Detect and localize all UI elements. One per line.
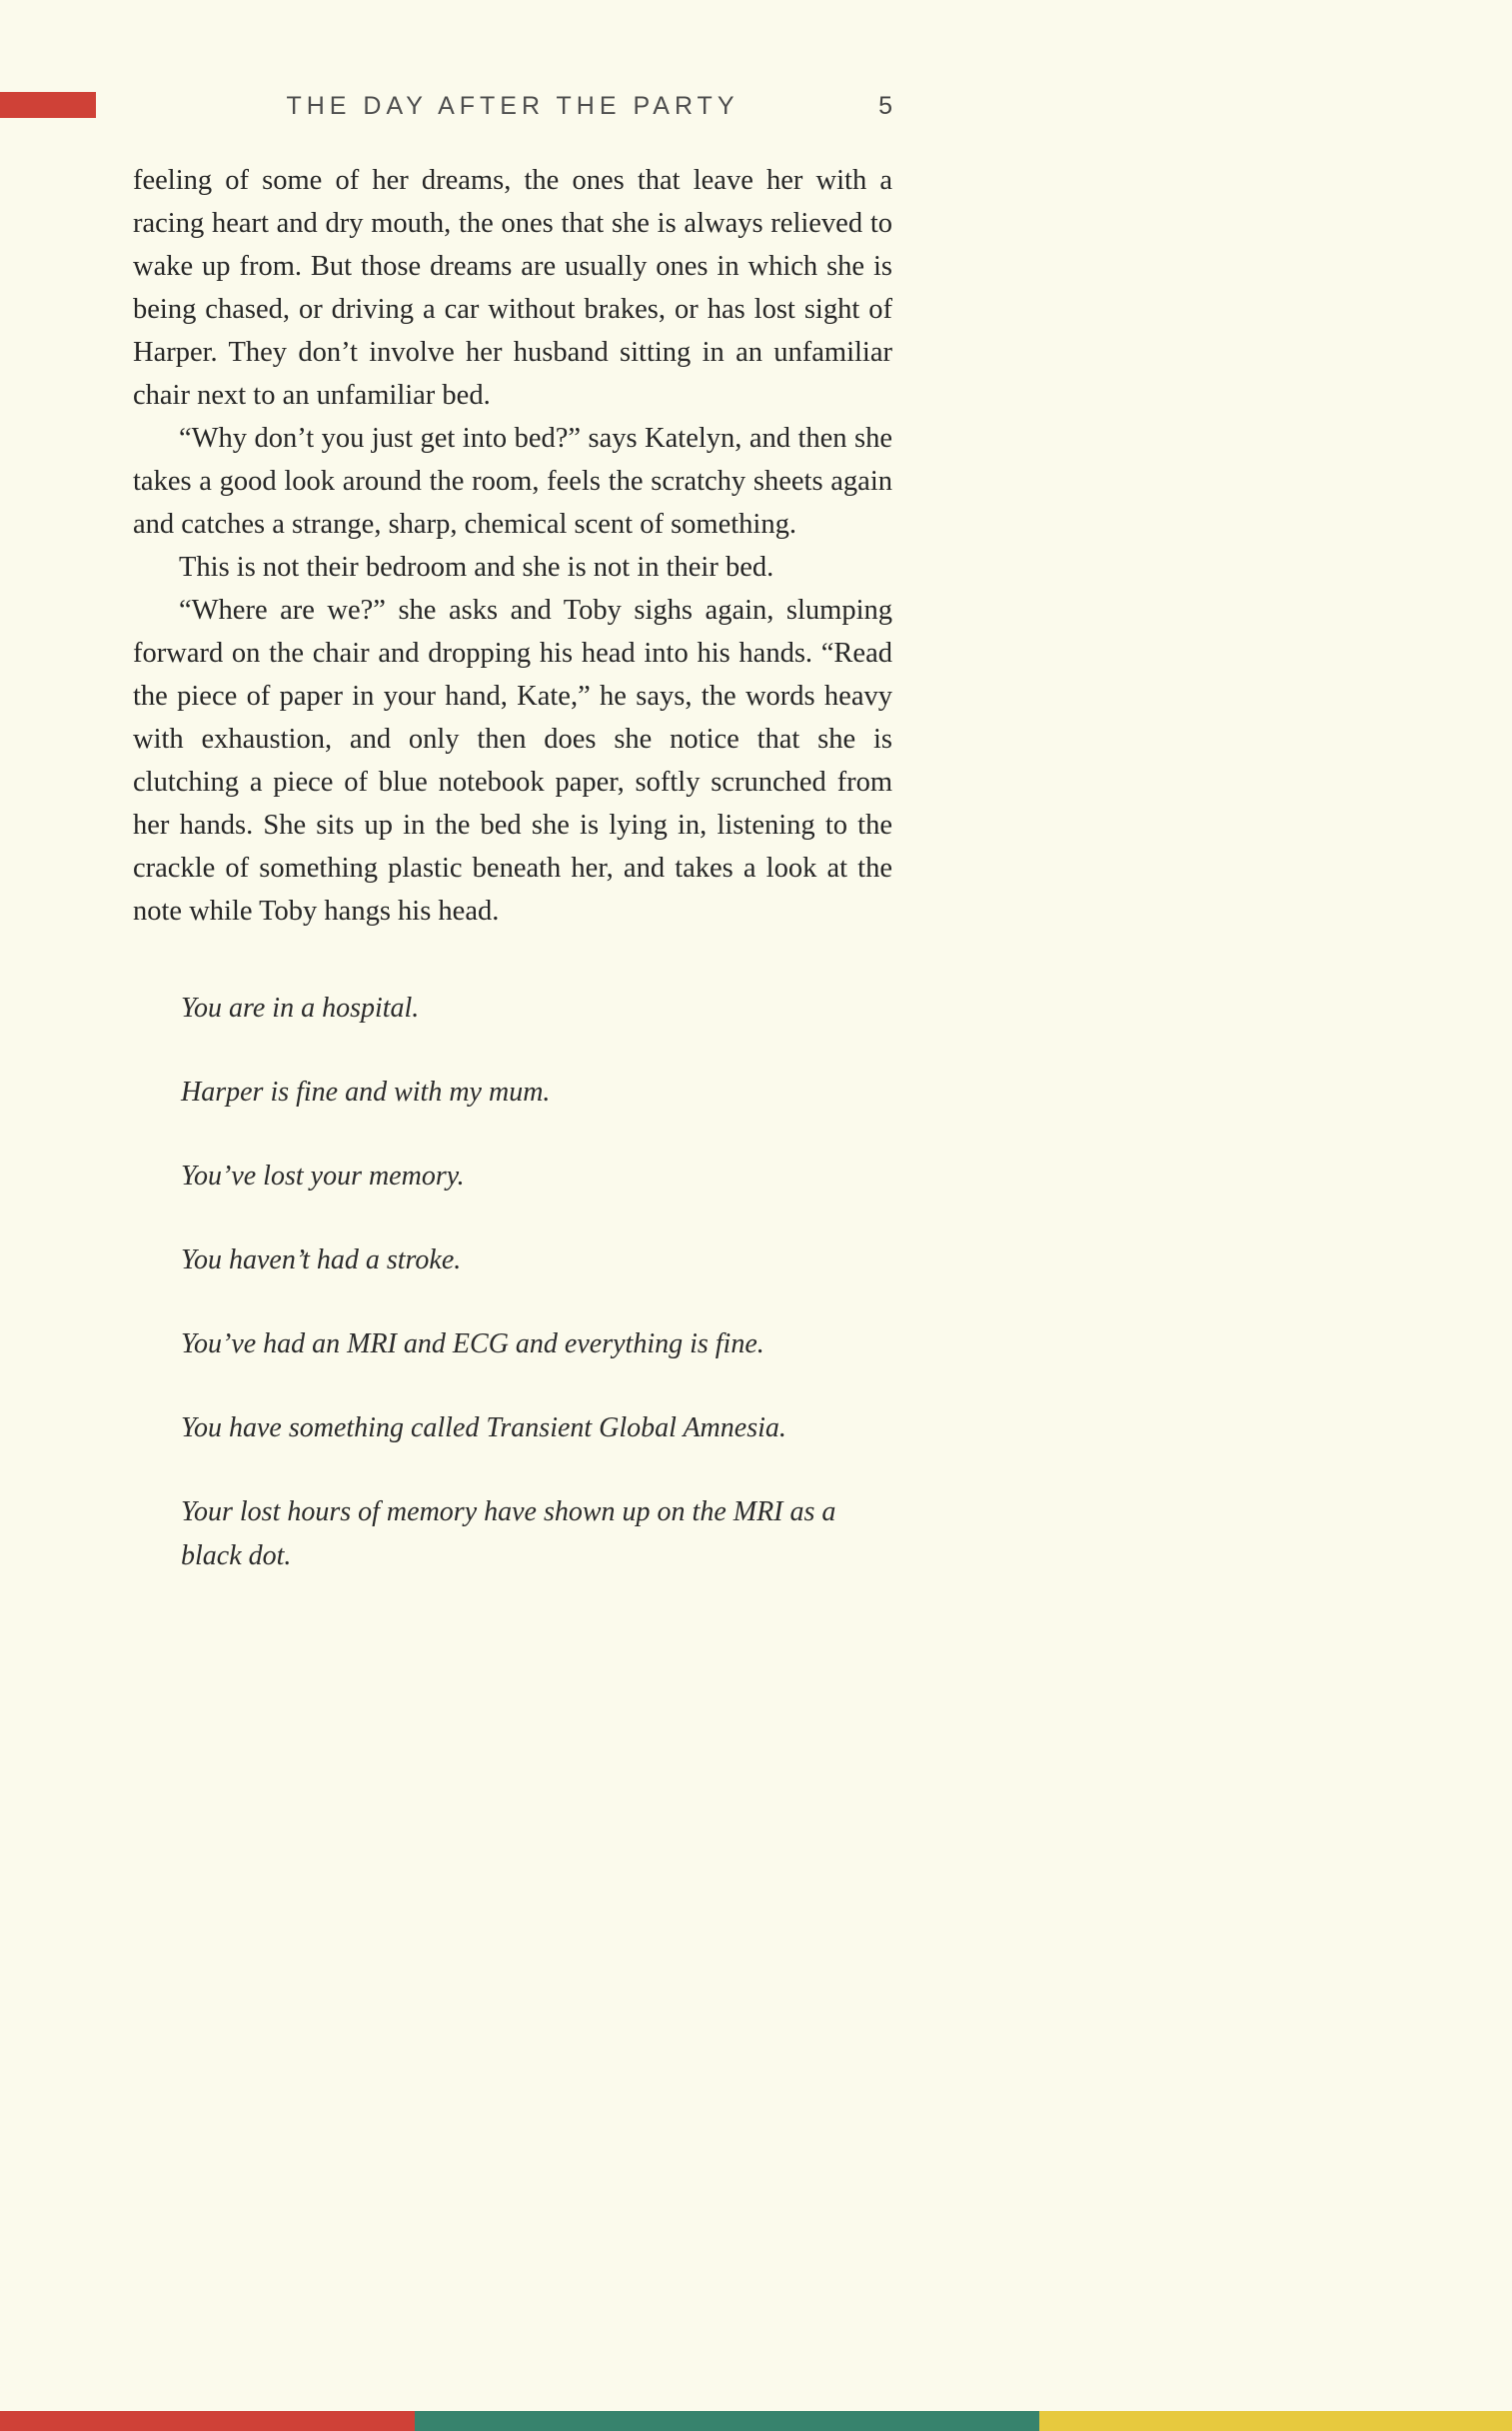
note-line: You haven’t had a stroke. [181, 1244, 462, 1275]
bottom-edge-yellow [1039, 2411, 1512, 2431]
note-line: You’ve had an MRI and ECG and everything is fine. [181, 1328, 764, 1359]
bottom-edge-teal [415, 2411, 1039, 2431]
paragraph: This is not their bedroom and she is not in their bed. [179, 552, 774, 583]
bottom-edge-red [0, 2411, 415, 2431]
running-header-title: THE DAY AFTER THE PARTY [286, 92, 740, 120]
top-left-red-edge [0, 92, 96, 118]
paragraph: “Why don’t you just get into bed?” says Katelyn, and then she takes a good look around the room, feels the scratchy sheets again and catches a strange, sharp, chemical scent of something. [133, 423, 892, 540]
note-block [181, 987, 880, 1578]
note-line: You are in a hospital. [181, 993, 420, 1024]
paragraph: “Where are we?” she asks and Toby sighs again, slumping forward on the chair and dropping his head into his hands. “Read the piece of paper in your hand, Kate,” he says, the words heavy with exhaustion, and only then does she notice that she is clutching a piece of blue notebook paper, softly scrunched from her hands. She sits up in the bed she is lying in, listening to the crackle of something plastic beneath her, and takes a look at the note while Toby hangs his head. [133, 595, 892, 927]
note-line: Harper is fine and with my mum. [181, 1077, 551, 1108]
page-number: 5 [878, 92, 892, 120]
bottom-edge-stripes [0, 2411, 1512, 2431]
book-page [0, 92, 1512, 1578]
page-body [133, 159, 892, 933]
note-line: You have something called Transient Global Amnesia. [181, 1412, 786, 1443]
note-line: Your lost hours of memory have shown up on the MRI as a black dot. [181, 1496, 836, 1571]
note-line: You’ve lost your memory. [181, 1161, 465, 1192]
running-header [133, 92, 892, 121]
paragraph: feeling of some of her dreams, the ones that leave her with a racing heart and dry mouth, the ones that she is always relieved to wake up from. But those dreams are usually ones in which she is being chased, or driving a car without brakes, or has lost sight of Harper. They don’t involve her husband sitting in an unfamiliar chair next to an unfamiliar bed. [133, 165, 892, 411]
